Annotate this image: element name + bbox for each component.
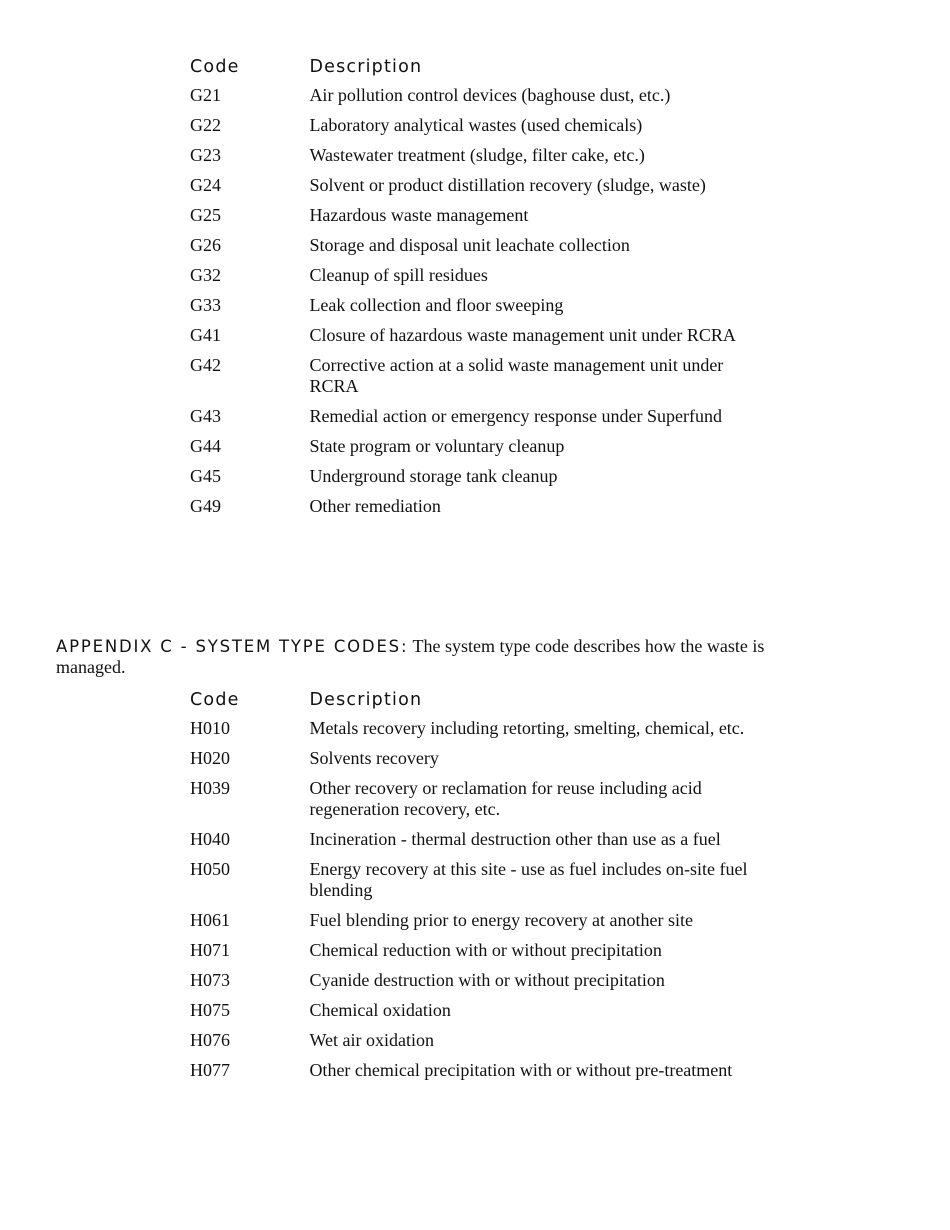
description-cell: Closure of hazardous waste management unit under RCRA xyxy=(309,325,736,345)
table-row xyxy=(190,1000,770,1030)
table-row xyxy=(190,205,770,235)
code-cell: G24 xyxy=(190,175,221,195)
description-cell: State program or voluntary cleanup xyxy=(309,436,565,456)
description-cell: Remedial action or emergency response under Superfund xyxy=(309,406,722,426)
table-row xyxy=(190,778,770,829)
code-cell: H077 xyxy=(190,1060,230,1080)
code-cell: G42 xyxy=(190,355,221,375)
code-cell: H076 xyxy=(190,1030,230,1050)
description-cell: Leak collection and floor sweeping xyxy=(309,295,564,315)
description-cell: Metals recovery including retorting, smelting, chemical, etc. xyxy=(309,718,745,738)
table-row xyxy=(190,748,770,778)
source-code-table xyxy=(190,55,770,526)
code-cell: G33 xyxy=(190,295,221,315)
code-cell: H071 xyxy=(190,940,230,960)
table-row xyxy=(190,325,770,355)
system-type-code-table xyxy=(190,688,770,1090)
table-row xyxy=(190,145,770,175)
code-cell: H050 xyxy=(190,859,230,879)
table-header-row xyxy=(190,55,770,85)
description-cell: Fuel blending prior to energy recovery at another site xyxy=(309,910,693,930)
code-cell: H075 xyxy=(190,1000,230,1020)
table-row xyxy=(190,466,770,496)
table-row xyxy=(190,265,770,295)
description-cell: Wastewater treatment (sludge, filter cake, etc.) xyxy=(309,145,645,165)
table-row xyxy=(190,970,770,1000)
description-column-header: Description xyxy=(309,690,423,710)
code-cell: G32 xyxy=(190,265,221,285)
description-cell: Energy recovery at this site - use as fuel includes on-site fuel blending xyxy=(309,859,748,900)
code-cell: G26 xyxy=(190,235,221,255)
table-row xyxy=(190,1030,770,1060)
code-cell: H020 xyxy=(190,748,230,768)
table-row xyxy=(190,355,770,406)
code-cell: G21 xyxy=(190,85,221,105)
code-cell: G23 xyxy=(190,145,221,165)
table-row xyxy=(190,436,770,466)
description-cell: Solvents recovery xyxy=(309,748,439,768)
code-cell: G43 xyxy=(190,406,221,426)
description-cell: Other remediation xyxy=(309,496,441,516)
table-row xyxy=(190,235,770,265)
table-row xyxy=(190,859,770,910)
table-row xyxy=(190,1060,770,1090)
table-row xyxy=(190,115,770,145)
table-row xyxy=(190,295,770,325)
table-row xyxy=(190,85,770,115)
description-cell: Cleanup of spill residues xyxy=(309,265,488,285)
description-cell: Chemical oxidation xyxy=(309,1000,451,1020)
description-cell: Hazardous waste management xyxy=(309,205,529,225)
table-row xyxy=(190,496,770,526)
description-cell: Chemical reduction with or without precipitation xyxy=(309,940,662,960)
appendix-c-paragraph xyxy=(56,636,836,678)
description-cell: Incineration - thermal destruction other than use as a fuel xyxy=(309,829,721,849)
description-cell: Corrective action at a solid waste management unit under RCRA xyxy=(309,355,724,396)
table-row xyxy=(190,175,770,205)
source-code-rows xyxy=(190,85,770,526)
table-row xyxy=(190,910,770,940)
code-cell: H010 xyxy=(190,718,230,738)
appendix-c-heading: APPENDIX C - SYSTEM TYPE CODES: xyxy=(56,637,409,656)
table-row xyxy=(190,718,770,748)
code-cell: G45 xyxy=(190,466,221,486)
system-code-rows xyxy=(190,718,770,1090)
code-cell: H040 xyxy=(190,829,230,849)
description-cell: Other chemical precipitation with or without pre-treatment xyxy=(309,1060,733,1080)
table-row xyxy=(190,940,770,970)
table-header-row xyxy=(190,688,770,718)
code-column-header: Code xyxy=(190,57,240,77)
description-cell: Storage and disposal unit leachate collection xyxy=(309,235,630,255)
description-column-header: Description xyxy=(309,57,423,77)
table-row xyxy=(190,406,770,436)
table-row xyxy=(190,829,770,859)
code-cell: G44 xyxy=(190,436,221,456)
description-cell: Other recovery or reclamation for reuse including acid regeneration recovery, etc. xyxy=(309,778,702,819)
code-cell: G22 xyxy=(190,115,221,135)
code-cell: H039 xyxy=(190,778,230,798)
description-cell: Air pollution control devices (baghouse dust, etc.) xyxy=(309,85,671,105)
appendix-c-intro: The system type code describes how the waste is managed. xyxy=(56,636,765,677)
code-cell: G41 xyxy=(190,325,221,345)
code-column-header: Code xyxy=(190,690,240,710)
code-cell: H073 xyxy=(190,970,230,990)
description-cell: Solvent or product distillation recovery (sludge, waste) xyxy=(309,175,706,195)
code-cell: G49 xyxy=(190,496,221,516)
description-cell: Laboratory analytical wastes (used chemicals) xyxy=(309,115,643,135)
description-cell: Wet air oxidation xyxy=(309,1030,434,1050)
code-cell: G25 xyxy=(190,205,221,225)
description-cell: Cyanide destruction with or without precipitation xyxy=(309,970,665,990)
code-cell: H061 xyxy=(190,910,230,930)
description-cell: Underground storage tank cleanup xyxy=(309,466,558,486)
